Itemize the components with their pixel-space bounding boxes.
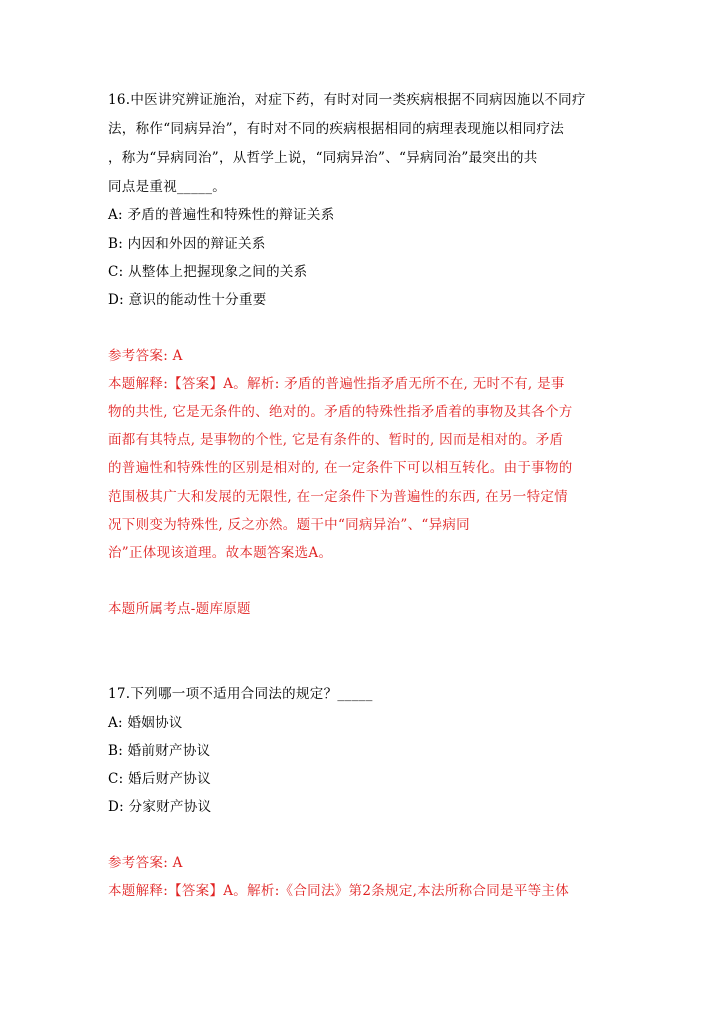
q16-stem-line-2: 法，称作“同病异治”，有时对不同的疾病根据相同的病理表现施以相同疗法	[108, 121, 565, 137]
q17-option-c: C: 婚后财产协议	[108, 771, 211, 787]
q16-option-b: B: 内因和外因的辩证关系	[108, 236, 266, 252]
q16-explanation-line-1: 本题解释:【答案】A。解析: 矛盾的普遍性指矛盾无所不在, 无时不有, 是事	[108, 376, 565, 392]
q16-option-c: C: 从整体上把握现象之间的关系	[108, 264, 308, 280]
q16-explanation-line-5: 范围极其广大和发展的无限性, 在一定条件下为普遍性的东西, 在另一特定情	[108, 489, 568, 505]
q16-stem-line-4: 同点是重视_____。	[108, 179, 227, 195]
q17-stem-line-1: 17.下列哪一项不适用合同法的规定？_____	[108, 686, 373, 702]
q16-stem-line-1: 16.中医讲究辨证施治，对症下药，有时对同一类疾病根据不同病因施以不同疗	[108, 92, 586, 108]
q17-option-d: D: 分家财产协议	[108, 799, 212, 815]
q16-option-d: D: 意识的能动性十分重要	[108, 292, 267, 308]
q16-option-a: A: 矛盾的普遍性和特殊性的辩证关系	[108, 207, 335, 223]
q16-answer: 参考答案: A	[108, 348, 183, 364]
q16-stem-line-3: ，称为“异病同治”，从哲学上说，“同病异治”、“异病同治”最突出的共	[108, 150, 538, 166]
q16-explanation-line-7: 治”正体现该道理。故本题答案选A。	[108, 545, 333, 561]
q17-answer: 参考答案: A	[108, 855, 183, 871]
q16-explanation-line-6: 况下则变为特殊性, 反之亦然。题干中“同病异治”、“异病同	[108, 517, 470, 533]
q16-explanation-line-3: 面都有其特点, 是事物的个性, 它是有条件的、暂时的, 因而是相对的。矛盾	[108, 432, 564, 448]
q17-explanation-line-1: 本题解释:【答案】A。解析:《合同法》第2条规定,本法所称合同是平等主体	[108, 883, 570, 899]
q17-option-b: B: 婚前财产协议	[108, 743, 211, 759]
q17-option-a: A: 婚姻协议	[108, 715, 183, 731]
q16-explanation-line-2: 物的共性, 它是无条件的、绝对的。矛盾的特殊性指矛盾着的事物及其各个方	[108, 404, 573, 420]
q16-explanation-line-4: 的普遍性和特殊性的区别是相对的, 在一定条件下可以相互转化。由于事物的	[108, 460, 573, 476]
q16-category: 本题所属考点-题库原题	[108, 601, 251, 617]
